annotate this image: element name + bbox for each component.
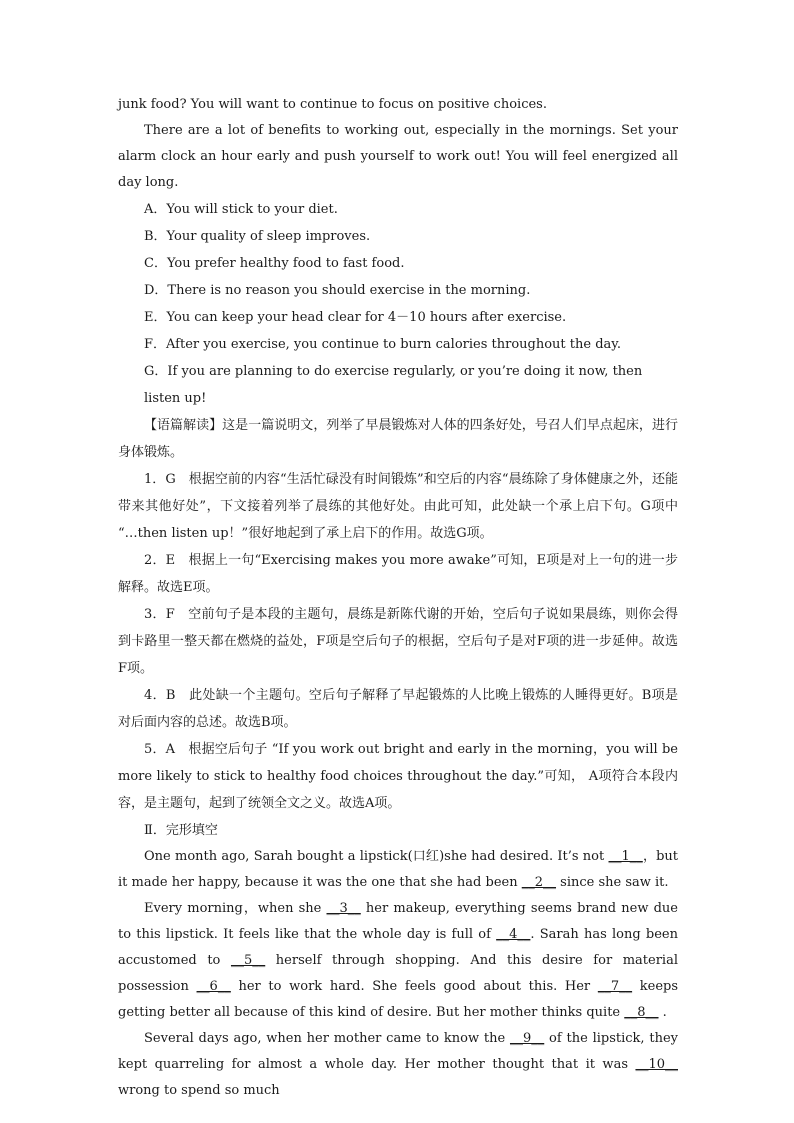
analysis-intro-text: 这是一篇说明文，列举了早晨锻炼对人体的四条好处，号召人们早点起床，进行身体锻炼。 (118, 418, 678, 460)
cloze-text: . Sarah has long been accustomed to (118, 927, 678, 968)
option-c: C．You prefer healthy food to fast food. (144, 256, 405, 271)
option-g: G．If you are planning to do exercise regularly, or you’re doing it now, then listen up! (144, 364, 643, 406)
answer-explanation-4: 4．B 此处缺一个主题句。空后句子解释了早起锻炼的人比晚上锻炼的人睡得更好。B项是对后面内容的总述。故选B项。 (118, 688, 678, 730)
cloze-text: One month ago, Sarah bought a lipstick(口红)she had desired. It’s not (144, 849, 609, 864)
answer-explanation-1: 1．G 根据空前的内容“生活忙碌没有时间锻炼”和空后的内容“晨练除了身体健康之外，还能带来其他好处”，下文接着列举了晨练的其他好处。由此可知，此处缺一个承上启下句。G项中 “…then listen up！”很好地起到了承上启下的作用。故选G项。 (118, 472, 678, 541)
option-e: E．You can keep your head clear for 4－10 hours after exercise. (144, 310, 567, 325)
answer-explanation-3: 3．F 空前句子是本段的主题句，晨练是新陈代谢的开始，空后句子说如果晨练，则你会得到卡路里一整天都在燃烧的益处，F项是空后句子的根据，空后句子是对F项的进一步延伸。故选F项。 (118, 607, 678, 676)
answer-explanation-5: 5．A 根据空后句子 “If you work out bright and early in the morning，you will be more likely to stick to healthy food choices throughout the day.”可知， A项符合本段内容，是主题句，起到了统领全文之义。故选A项。 (118, 742, 678, 811)
cloze-text: her to work hard. She feels good about this. Her (230, 979, 598, 994)
cloze-paragraph-1 (118, 844, 678, 896)
answer-explanation-2: 2．E 根据上一句“Exercising makes you more awake”可知，E项是对上一句的进一步解释。故选E项。 (118, 553, 678, 595)
cloze-blank-5: __5__ (230, 953, 266, 968)
cloze-blank-1: __1__ (608, 849, 643, 864)
analysis-label: 【语篇解读】 (144, 418, 223, 433)
cloze-paragraph-3 (118, 1026, 678, 1104)
passage-line: junk food? You will want to continue to focus on positive choices. (118, 97, 547, 112)
option-b: B．Your quality of sleep improves. (144, 229, 371, 244)
analysis-intro (118, 412, 678, 466)
passage-paragraph: There are a lot of benefits to working out, especially in the mornings. Set your alarm clock an hour early and push yourself to work out! You will feel energized all day long. (118, 123, 678, 190)
cloze-blank-6: __6__ (196, 979, 231, 994)
cloze-text: herself through shopping. And this desire for material possession (118, 953, 678, 994)
cloze-blank-7: __7__ (597, 979, 633, 994)
cloze-blank-10: __10__ (635, 1057, 678, 1072)
cloze-text: of the lipstick, they kept quarreling for almost a whole day. Her mother thought that it was (118, 1031, 678, 1072)
cloze-text: ，but it made her happy, because it was the one that she had been (118, 849, 679, 890)
cloze-text: wrong to spend so much (118, 1083, 280, 1098)
cloze-blank-3: __3__ (326, 901, 361, 916)
cloze-text: since she saw it. (556, 875, 669, 890)
cloze-blank-9: __9__ (509, 1031, 545, 1046)
cloze-text: Every morning，when she (144, 901, 327, 916)
section-title: Ⅱ．完形填空 (144, 823, 218, 838)
cloze-paragraph-2 (118, 896, 678, 1026)
cloze-blank-2: __2__ (521, 875, 557, 890)
cloze-text: Several days ago, when her mother came to know the (144, 1031, 510, 1046)
cloze-text: keeps getting better all because of this kind of desire. But her mother thinks quite (118, 979, 679, 1020)
option-a: A．You will stick to your diet. (144, 202, 338, 217)
cloze-blank-8: __8__ (624, 1005, 659, 1020)
cloze-blank-4: __4__ (496, 927, 531, 942)
cloze-text: . (658, 1005, 667, 1020)
cloze-text: her makeup, everything seems brand new due to this lipstick. It feels like that the whole day is full of (118, 901, 678, 942)
document-page (118, 92, 678, 1104)
option-f: F．After you exercise, you continue to burn calories throughout the day. (144, 337, 622, 352)
option-d: D．There is no reason you should exercise in the morning. (144, 283, 531, 298)
